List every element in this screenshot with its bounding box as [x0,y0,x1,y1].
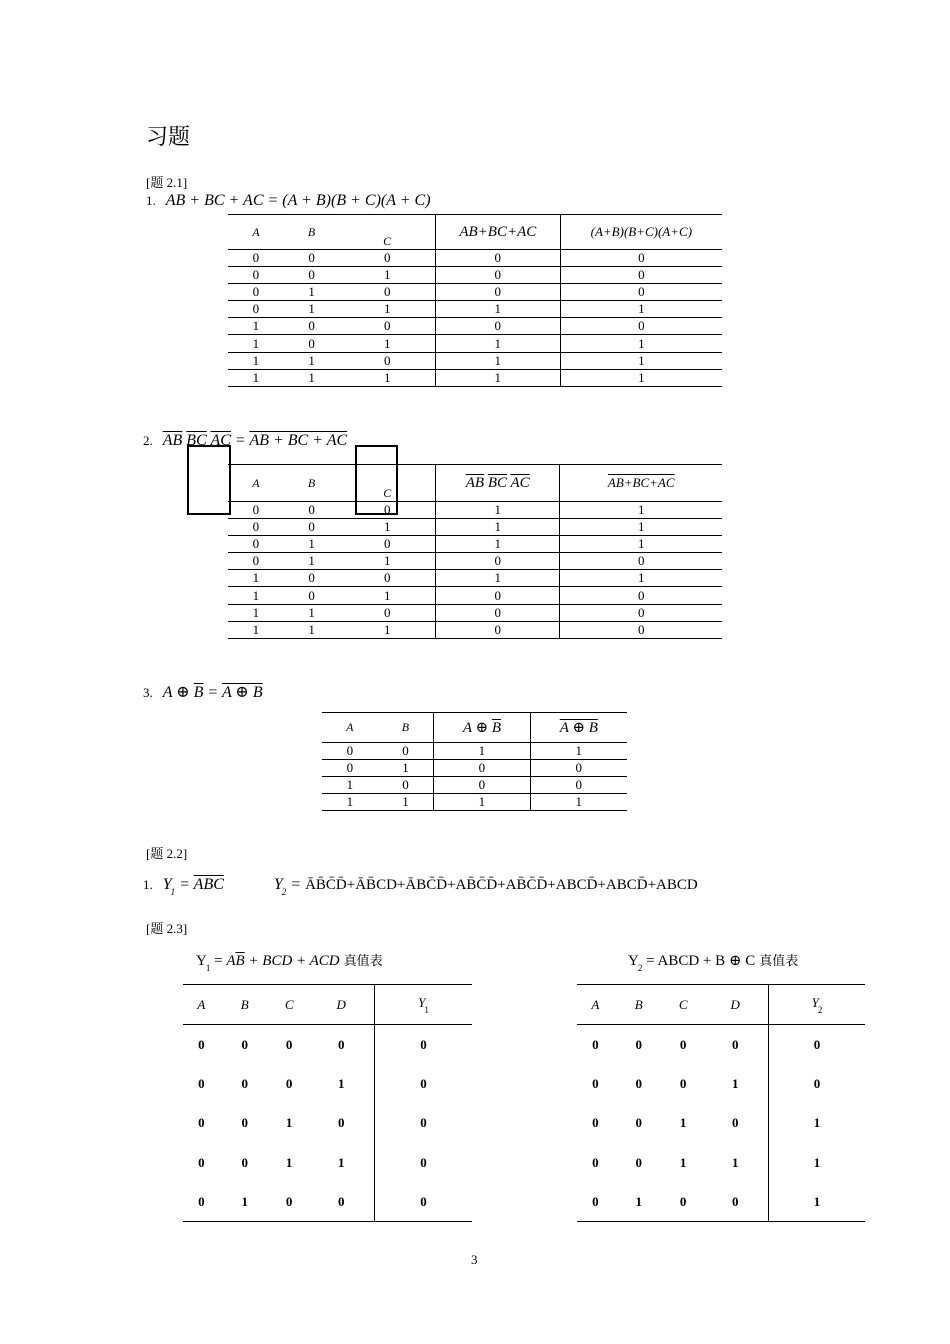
table-cell: 0 [309,1182,375,1222]
table-cell: 0 [635,1036,643,1052]
table-cell: 0 [339,352,435,369]
table-row [322,743,627,760]
table-row [228,301,722,318]
col-g: (A+B)(B+C)(A+C) [560,215,722,250]
table-cell: 0 [434,777,530,794]
table-cell: 1 [285,1115,293,1131]
table-cell: 0 [435,250,560,267]
col-y2: $Y_2$ [768,985,865,1025]
table-cell: 0 [702,1182,768,1222]
table-cell: 0 [420,1115,427,1131]
table-cell: 1 [813,1115,821,1131]
table-cell: 1 [530,794,627,811]
table-cell: 1 [679,1115,687,1131]
table-cell: 0 [420,1154,427,1170]
table-cell: 0 [228,536,284,553]
table-cell: 1 [339,621,435,638]
table-cell: 0 [284,318,340,335]
table-cell: 1 [435,369,560,386]
problem-number: 2. [143,433,153,448]
col-f: AB+BC+AC [435,215,560,250]
table-cell: 1 [228,587,284,604]
table-cell: 0 [436,621,560,638]
table-cell: 0 [435,284,560,301]
table-cell: 0 [284,335,340,352]
table-cell: 0 [309,1104,375,1143]
table-cell: 1 [284,536,340,553]
section-label-2-3: [题 2.3] [146,921,188,936]
table-cell: 0 [702,1104,768,1143]
table-cell: 1 [339,587,435,604]
table-cell: 1 [560,352,722,369]
table-cell: 1 [220,1182,270,1222]
table-cell: 1 [436,519,560,536]
table-cell: 0 [241,1075,249,1091]
table-cell: 0 [339,502,435,519]
table-row [183,1025,472,1065]
table-cell: 1 [435,301,560,318]
table-row [577,1182,865,1222]
col-b: B [378,713,434,743]
table-cell: 0 [560,604,722,621]
table-cell: 0 [813,1075,821,1091]
table-row [228,553,722,570]
table-cell: 0 [228,519,284,536]
table-cell: 0 [284,587,340,604]
col-c: C [339,465,435,502]
table-cell: 1 [813,1154,821,1170]
table-2-title: $Y_2$ = ABCD + B ⊕ C 真值表 [628,953,799,973]
table-cell: 0 [322,760,378,777]
col-y1: $Y_1$ [374,985,472,1025]
table-row [577,1025,865,1065]
table-row [228,536,722,553]
table-cell: 1 [560,519,722,536]
table-row [577,1064,865,1103]
equation-rhs: AB + BC + AC [249,432,348,449]
table-1-title: $Y_1 = A\overline{B}$ + BCD + ACD 真值表 [196,953,383,973]
truth-table-2-1-2 [228,464,722,639]
equation-rhs: (A + B)(B + C)(A + C) [282,192,431,209]
table-cell: 0 [436,587,560,604]
table-cell: 0 [420,1075,427,1091]
table-cell: 1 [228,318,284,335]
table-cell: 1 [322,777,378,794]
table-row [228,335,722,352]
table-body [322,743,627,811]
table-cell: 0 [635,1075,643,1091]
col-xnor: A ⊕ B [530,713,627,743]
table-cell: 0 [198,1036,205,1052]
table-cell: 0 [284,250,340,267]
table-cell: 0 [560,621,722,638]
table-row [228,369,722,386]
table-cell: 1 [436,570,560,587]
table-cell: 1 [309,1143,375,1182]
table-cell: 0 [228,502,284,519]
table-cell: 0 [378,743,434,760]
table-cell: 0 [560,284,722,301]
table-cell: 0 [560,267,722,284]
table-row [228,502,722,519]
col-b: B [284,215,340,250]
table-cell: 0 [420,1036,427,1052]
section-label-2-1: [题 2.1] [146,175,188,190]
y1-expression: $\overline{ABC}$ [193,876,224,893]
table-cell: 0 [577,1182,614,1222]
col-a: A [228,215,284,250]
rectangle-box-left [187,445,231,515]
table-row [577,1104,865,1143]
table-cell: 1 [284,369,340,386]
table-cell: 1 [284,301,340,318]
table-row [228,570,722,587]
table-cell: 0 [530,777,627,794]
table-cell: 0 [228,284,284,301]
truth-table-2-1-1 [228,214,722,387]
table-body [183,1025,472,1222]
table-row [228,621,722,638]
table-cell: 1 [322,794,378,811]
table-cell: 0 [285,1075,293,1091]
table-cell: 0 [241,1036,249,1052]
table-cell: 1 [284,604,340,621]
table-row [183,1182,472,1222]
table-row [322,794,627,811]
table-cell: 1 [339,301,435,318]
table-cell: 1 [228,369,284,386]
table-body [577,1025,865,1222]
table-row [322,777,627,794]
table-cell: 0 [198,1115,205,1131]
rectangle-box-right [355,445,398,515]
table-row [228,587,722,604]
col-a: A [228,465,284,502]
table-cell: 0 [560,587,722,604]
table-cell: 1 [614,1182,664,1222]
table-cell: 0 [339,536,435,553]
table-cell: 0 [635,1154,643,1170]
table-cell: 0 [228,301,284,318]
table-cell: 0 [284,570,340,587]
table-cell: 0 [378,777,434,794]
table-cell: 1 [284,621,340,638]
table-cell: 0 [322,743,378,760]
truth-table-2-1-3 [322,712,627,811]
table-cell: 0 [228,553,284,570]
table-cell: 0 [228,250,284,267]
table-row [228,250,722,267]
table-cell: 1 [339,335,435,352]
table-cell: 1 [560,536,722,553]
table-cell: 0 [560,318,722,335]
table-cell: 1 [702,1064,768,1103]
table-cell: 1 [436,502,560,519]
table-body [228,250,722,387]
table-cell: 1 [284,352,340,369]
table-cell: 0 [664,1182,703,1222]
table-row [183,1104,472,1143]
table-cell: 1 [560,369,722,386]
table-cell: 1 [339,267,435,284]
col-b: B [284,465,340,502]
table-cell: 0 [679,1036,687,1052]
problem-1-equation: 1. AB + BC + AC = (A + B)(B + C)(A + C) [146,192,431,209]
equation-lhs: AB + BC + AC [165,192,264,209]
table-row [228,352,722,369]
table-cell: 0 [285,1036,293,1052]
table-cell: 0 [374,1182,472,1222]
table-cell: 0 [592,1075,599,1091]
table-cell: 1 [435,335,560,352]
problem-number: 3. [143,685,153,700]
table-cell: 1 [530,743,627,760]
table-cell: 0 [339,250,435,267]
table-cell: 1 [378,794,434,811]
table-cell: 0 [228,267,284,284]
table-cell: 0 [284,519,340,536]
table-cell: 1 [434,743,530,760]
table-cell: 1 [309,1064,375,1103]
table-cell: 1 [228,335,284,352]
table-cell: 1 [560,301,722,318]
table-row [228,284,722,301]
table-row [577,1143,865,1182]
table-cell: 1 [436,536,560,553]
table-cell: 1 [228,570,284,587]
table-cell: 1 [435,352,560,369]
table-cell: 1 [560,570,722,587]
problem-2-2-equations: 1. $Y_1 = \overline{ABC}$ $Y_2$ = ĀB̄C̄D̄+ĀB̄CD+ĀBC̄D̄+AB̄C̄D̄+AB̄C̄D̄+ABCD̄+ABCD̄+ABCD [143,876,698,897]
table-row [228,267,722,284]
table-cell: 1 [702,1143,768,1182]
table-row [228,519,722,536]
problem-2-equation: 2. $\overline{AB}$ $\overline{BC}$ $\overline{AC}$ = AB + BC + AC [143,432,348,449]
table-cell: 1 [560,335,722,352]
truth-table-2-3-2: A B C D $Y_2$ 0 0 0 0 0 0 0 0 1 0 0 0 1 0 1 0 0 1 1 1 0 1 0 0 1 [577,984,865,1222]
table-cell: 0 [339,570,435,587]
table-cell: 0 [436,553,560,570]
table-cell: 0 [530,760,627,777]
table-cell: 0 [434,760,530,777]
table-cell: 0 [592,1036,599,1052]
col-a: A [322,713,378,743]
table-cell: 0 [339,284,435,301]
problem-number: 1. [143,877,153,892]
table-cell: 1 [228,352,284,369]
table-cell: 0 [284,267,340,284]
problem-number: 1. [146,193,156,208]
table-cell: 0 [635,1115,643,1131]
table-cell: 1 [339,369,435,386]
table-cell: 1 [228,604,284,621]
table-cell: 1 [434,794,530,811]
table-cell: 0 [436,604,560,621]
problem-3-equation: 3. A ⊕ $\overline{B} = A$ ⊕ B [143,684,263,701]
table-cell: 0 [270,1182,309,1222]
truth-table-2-3-1: A B C D $Y_1$ 0 0 0 0 0 0 0 0 1 0 0 0 1 0 0 0 0 1 1 0 0 1 0 0 0 [183,984,472,1222]
table-cell: 0 [592,1115,599,1131]
table-cell: 1 [339,553,435,570]
table-cell: 0 [560,553,722,570]
page-title: 习题 [146,125,191,150]
table-cell: 0 [435,318,560,335]
table-cell: 1 [284,284,340,301]
table-cell: 0 [339,318,435,335]
table-row [228,604,722,621]
table-row [228,318,722,335]
col-g: AB+BC+AC [560,465,722,502]
section-label-2-2: [题 2.2] [146,846,188,861]
table-cell: 0 [198,1075,205,1091]
table-cell: 1 [560,502,722,519]
table-cell: 1 [285,1154,293,1170]
table-cell: 1 [339,519,435,536]
col-f: $\overline{AB}$ $\overline{BC}$ $\overline{AC}$ [436,465,560,502]
col-c: C [339,215,435,250]
table-cell: 0 [339,604,435,621]
table-cell: 1 [284,553,340,570]
table-cell: 0 [309,1025,375,1065]
table-body [228,502,722,639]
y2-title-expression: ABCD + B ⊕ C [657,953,756,969]
table-cell: 0 [284,502,340,519]
table-row [183,1064,472,1103]
table-cell: 1 [679,1154,687,1170]
table-row [183,1143,472,1182]
table-cell: 1 [768,1182,865,1222]
table-cell: 0 [241,1115,249,1131]
col-xor: A ⊕ $\overline{B}$ [434,713,530,743]
y2-expression: ĀB̄C̄D̄+ĀB̄CD+ĀBC̄D̄+AB̄C̄D̄+AB̄C̄D̄+ABCD̄+ABCD̄+ABCD [305,877,698,893]
table-cell: 1 [378,760,434,777]
table-cell: 0 [241,1154,249,1170]
table-cell: 0 [679,1075,687,1091]
table-cell: 0 [435,267,560,284]
table-cell: 0 [702,1025,768,1065]
table-cell: 0 [813,1036,821,1052]
table-cell: 0 [560,250,722,267]
page-number: 3 [471,1252,478,1267]
table-cell: 0 [198,1154,205,1170]
table-row [322,760,627,777]
table-cell: 0 [183,1182,220,1222]
table-cell: 0 [592,1154,599,1170]
table-cell: 1 [228,621,284,638]
